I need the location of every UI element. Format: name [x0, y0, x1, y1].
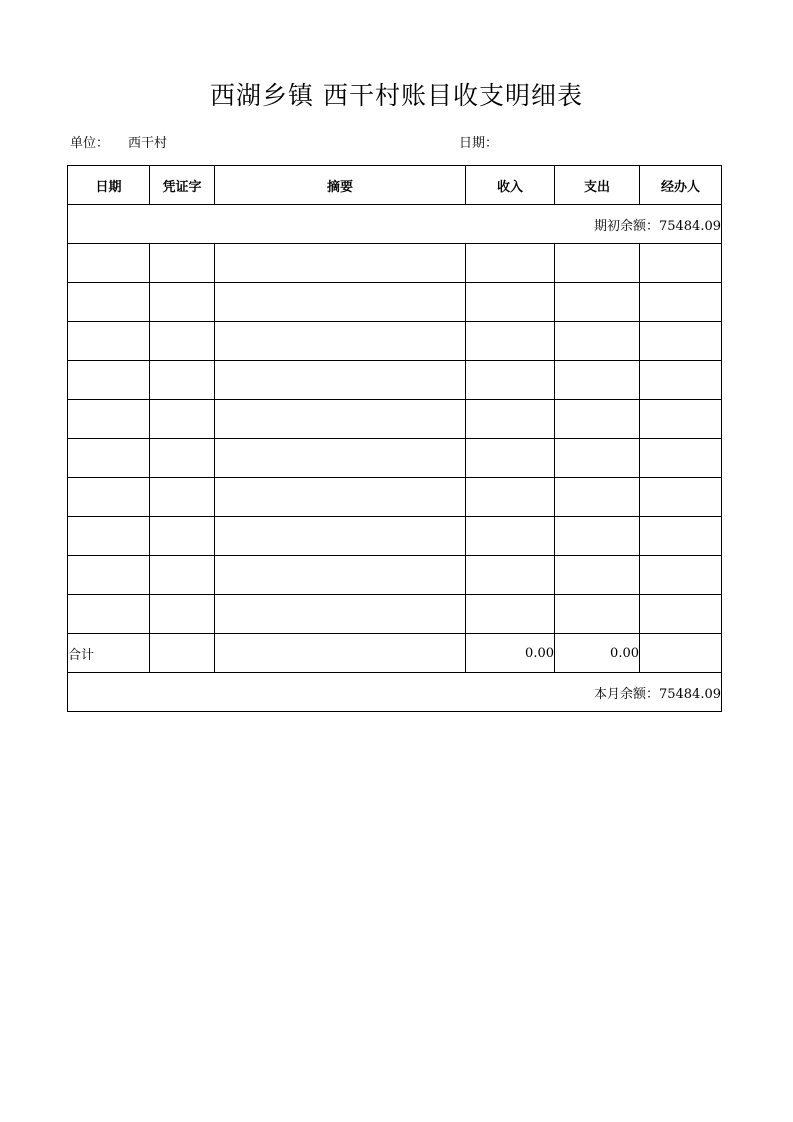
cell-date: [68, 322, 150, 361]
cell-summary: [215, 595, 466, 634]
totals-summary-cell: [215, 634, 466, 673]
closing-balance-row: [68, 673, 722, 712]
cell-income: [466, 556, 555, 595]
page-title: 西湖乡镇 西干村账目收支明细表: [210, 81, 583, 110]
column-header-summary: 摘要: [215, 166, 466, 205]
cell-date: [68, 517, 150, 556]
cell-summary: [215, 517, 466, 556]
table-row: [68, 283, 722, 322]
cell-expense: [555, 244, 640, 283]
cell-income: [466, 439, 555, 478]
cell-expense: [555, 400, 640, 439]
cell-income: [466, 400, 555, 439]
opening-balance-value: 75484.09: [658, 218, 721, 234]
cell-summary: [215, 556, 466, 595]
cell-expense: [555, 283, 640, 322]
closing-balance-value: 75484.09: [658, 686, 721, 702]
cell-voucher: [150, 244, 215, 283]
cell-handler: [640, 556, 722, 595]
totals-voucher-cell: [150, 634, 215, 673]
table-row: [68, 400, 722, 439]
column-header-voucher: 凭证字: [150, 166, 215, 205]
table-row: [68, 439, 722, 478]
cell-income: [466, 283, 555, 322]
column-header-income: 收入: [466, 166, 555, 205]
totals-handler-cell: [640, 634, 722, 673]
cell-summary: [215, 400, 466, 439]
closing-balance-label: 本月余额：: [593, 686, 659, 702]
cell-expense: [555, 595, 640, 634]
ledger-table: [67, 165, 722, 712]
cell-handler: [640, 478, 722, 517]
closing-balance-cell: [68, 673, 722, 712]
cell-voucher: [150, 322, 215, 361]
date-label: 日期：: [459, 136, 499, 151]
cell-income: [466, 361, 555, 400]
totals-label: 合计: [68, 634, 150, 673]
cell-date: [68, 595, 150, 634]
cell-expense: [555, 439, 640, 478]
table-row: [68, 322, 722, 361]
column-header-date: 日期: [68, 166, 150, 205]
unit-label: 单位：: [70, 136, 110, 151]
cell-summary: [215, 439, 466, 478]
cell-voucher: [150, 478, 215, 517]
cell-voucher: [150, 439, 215, 478]
cell-income: [466, 244, 555, 283]
cell-voucher: [150, 361, 215, 400]
cell-handler: [640, 283, 722, 322]
cell-income: [466, 595, 555, 634]
cell-summary: [215, 244, 466, 283]
table-row: [68, 361, 722, 400]
totals-expense: 0.00: [555, 634, 640, 673]
cell-income: [466, 322, 555, 361]
cell-date: [68, 478, 150, 517]
table-row: [68, 556, 722, 595]
opening-balance-label: 期初余额：: [593, 218, 659, 234]
cell-summary: [215, 361, 466, 400]
cell-date: [68, 244, 150, 283]
cell-date: [68, 283, 150, 322]
cell-voucher: [150, 283, 215, 322]
table-row: [68, 478, 722, 517]
cell-voucher: [150, 556, 215, 595]
totals-income: 0.00: [466, 634, 555, 673]
unit-value: 西干村: [128, 136, 168, 151]
column-header-expense: 支出: [555, 166, 640, 205]
table-row: [68, 595, 722, 634]
cell-handler: [640, 244, 722, 283]
cell-handler: [640, 322, 722, 361]
column-header-handler: 经办人: [640, 166, 722, 205]
cell-date: [68, 400, 150, 439]
cell-handler: [640, 361, 722, 400]
table-row: [68, 517, 722, 556]
cell-date: [68, 439, 150, 478]
cell-summary: [215, 283, 466, 322]
opening-balance-cell: [68, 205, 722, 244]
cell-handler: [640, 400, 722, 439]
cell-expense: [555, 556, 640, 595]
cell-summary: [215, 322, 466, 361]
cell-date: [68, 556, 150, 595]
cell-summary: [215, 478, 466, 517]
opening-balance-row: [68, 205, 722, 244]
table-row: [68, 244, 722, 283]
cell-voucher: [150, 517, 215, 556]
cell-handler: [640, 439, 722, 478]
cell-handler: [640, 517, 722, 556]
cell-income: [466, 517, 555, 556]
cell-expense: [555, 322, 640, 361]
cell-income: [466, 478, 555, 517]
header-row: [68, 166, 722, 205]
cell-expense: [555, 361, 640, 400]
cell-voucher: [150, 595, 215, 634]
cell-expense: [555, 517, 640, 556]
cell-date: [68, 361, 150, 400]
cell-expense: [555, 478, 640, 517]
cell-handler: [640, 595, 722, 634]
totals-row: [68, 634, 722, 673]
cell-voucher: [150, 400, 215, 439]
